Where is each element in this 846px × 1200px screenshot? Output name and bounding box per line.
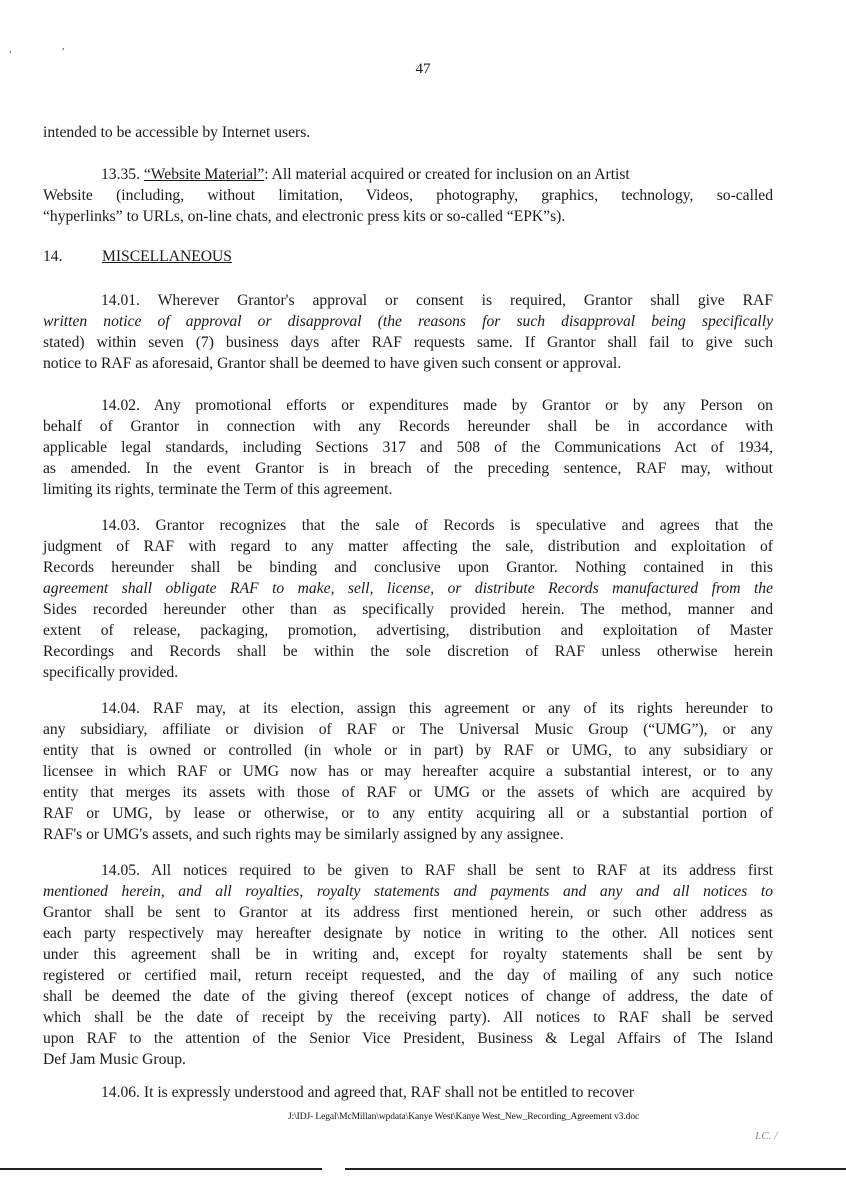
text-line: judgment of RAF with regard to any matter affecting the sale, distribution and exploitation of (43, 538, 773, 555)
paragraph-number: 14.02. (101, 397, 140, 414)
text-fragment: Wherever Grantor's approval or consent is required, Grantor shall give RAF (157, 292, 773, 309)
paragraph-number: 14.06. (101, 1084, 140, 1101)
text-line (43, 395, 773, 416)
text-line: limiting its rights, terminate the Term of this agreement. (43, 481, 393, 498)
text-line: as amended. In the event Grantor is in breach of the preceding sentence, RAF may, without (43, 460, 773, 477)
page-number: 47 (415, 61, 431, 77)
paragraph-14-03 (43, 515, 773, 683)
text-line: mentioned herein, and all royalties, royalty statements and payments and any and all notices to (43, 883, 773, 900)
paragraph-number: 14.05. (101, 862, 140, 879)
text-line: under this agreement shall be in writing and, except for royalty statements shall be sent by (43, 946, 773, 963)
text-line: agreement shall obligate RAF to make, sell, license, or distribute Records manufactured from the (43, 580, 773, 597)
text-line: Records hereunder shall be binding and conclusive upon Grantor. Nothing contained in this (43, 559, 773, 576)
heading-title: MISCELLANEOUS (102, 248, 232, 265)
text-line: any subsidiary, affiliate or division of RAF or The Universal Music Group (“UMG”), or any (43, 721, 773, 738)
paragraph-number: 14.03. (101, 517, 140, 534)
text-line: which shall be the date of receipt by the receiving party). All notices to RAF shall be served (43, 1009, 773, 1026)
paragraph-number: 14.04. (101, 700, 140, 717)
stray-mark: , (62, 41, 65, 52)
text-line: applicable legal standards, including Sections 317 and 508 of the Communications Act of 1934, (43, 439, 773, 456)
text-line: Sides recorded hereunder other than as specifically provided herein. The method, manner and (43, 601, 773, 618)
text-line: stated) within seven (7) business days after RAF requests same. If Grantor shall fail to give such (43, 334, 773, 351)
text-fragment: Grantor recognizes that the sale of Records is speculative and agrees that the (155, 517, 773, 534)
text-line: RAF's or UMG's assets, and such rights may be similarly assigned by any assignee. (43, 826, 564, 843)
text-line (43, 164, 773, 185)
text-line (43, 860, 773, 881)
text-line: Recordings and Records shall be within the sole discretion of RAF unless otherwise herein (43, 643, 773, 660)
stray-mark: , (9, 44, 12, 55)
paragraph-14-05 (43, 860, 773, 1070)
text-line (43, 515, 773, 536)
paragraph-14-06 (43, 1082, 773, 1103)
text-line: behalf of Grantor in connection with any Records hereunder shall be in accordance with (43, 418, 773, 435)
text-fragment: All notices required to be given to RAF shall be sent to RAF at its address first (151, 862, 773, 879)
paragraph-14-04 (43, 698, 773, 845)
text-line: written notice of approval or disapproval (the reasons for such disapproval being specifically (43, 313, 773, 330)
text-line: “hyperlinks” to URLs, on-line chats, and electronic press kits or so-called “EPK”s). (43, 208, 566, 225)
text-line: each party respectively may hereafter designate by notice in writing to the other. All notices sent (43, 925, 773, 942)
text-line: registered or certified mail, return receipt requested, and the day of mailing of any such notice (43, 967, 773, 984)
text-line: specifically provided. (43, 664, 179, 681)
text-fragment: : All material acquired or created for inclusion on an Artist (264, 166, 630, 183)
text-line: entity that is owned or controlled (in whole or in part) by RAF or UMG, to any subsidiary or (43, 742, 773, 759)
section-heading (43, 248, 232, 266)
heading-number: 14. (43, 248, 63, 265)
text-line: licensee in which RAF or UMG now has or may hereafter acquire a substantial interest, or to any (43, 763, 773, 780)
defined-term: “Website Material” (143, 166, 265, 183)
text-line: upon RAF to the attention of the Senior Vice President, Business & Legal Affairs of The Island (43, 1030, 773, 1047)
text-line (43, 698, 773, 719)
carryover-text (43, 122, 773, 143)
paragraph-number: 14.01. (101, 292, 140, 309)
section-number: 13.35. (101, 166, 140, 183)
text-line: extent of release, packaging, promotion, advertising, distribution and exploitation of Master (43, 622, 773, 639)
text-line: shall be deemed the date of the giving thereof (except notices of change of address, the date of (43, 988, 773, 1005)
text-line: Website (including, without limitation, Videos, photography, graphics, technology, so-called (43, 187, 773, 204)
section-13-35 (43, 164, 773, 227)
text-line: entity that merges its assets with those of RAF or UMG or the assets of which are acquired by (43, 784, 773, 801)
bottom-rule-right (345, 1168, 846, 1170)
text-line: RAF or UMG, by lease or otherwise, or to any entity acquiring all or a substantial portion of (43, 805, 773, 822)
paragraph-14-02 (43, 395, 773, 500)
text-fragment: Any promotional efforts or expenditures made by Grantor or by any Person on (153, 397, 773, 414)
text-fragment: It is expressly understood and agreed that, RAF shall not be entitled to recover (143, 1084, 635, 1101)
text-line: notice to RAF as aforesaid, Grantor shall be deemed to have given such consent or approval. (43, 355, 622, 372)
text-line: Def Jam Music Group. (43, 1051, 186, 1068)
text-line: intended to be accessible by Internet users. (43, 124, 311, 141)
bottom-rule-left (0, 1168, 322, 1170)
paragraph-14-01 (43, 290, 773, 374)
text-line (43, 290, 773, 311)
text-fragment: RAF may, at its election, assign this agreement or any of its rights hereunder to (152, 700, 773, 717)
footer-file-path: J:\IDJ- Legal\McMillan\wpdata\Kanye West\Kanye West_New_Recording_Agreement v3.doc (288, 1112, 640, 1122)
handwritten-initials: I.C. / (755, 1130, 778, 1142)
text-line (43, 1082, 773, 1103)
text-line: Grantor shall be sent to Grantor at its address first mentioned herein, or such other address as (43, 904, 773, 921)
